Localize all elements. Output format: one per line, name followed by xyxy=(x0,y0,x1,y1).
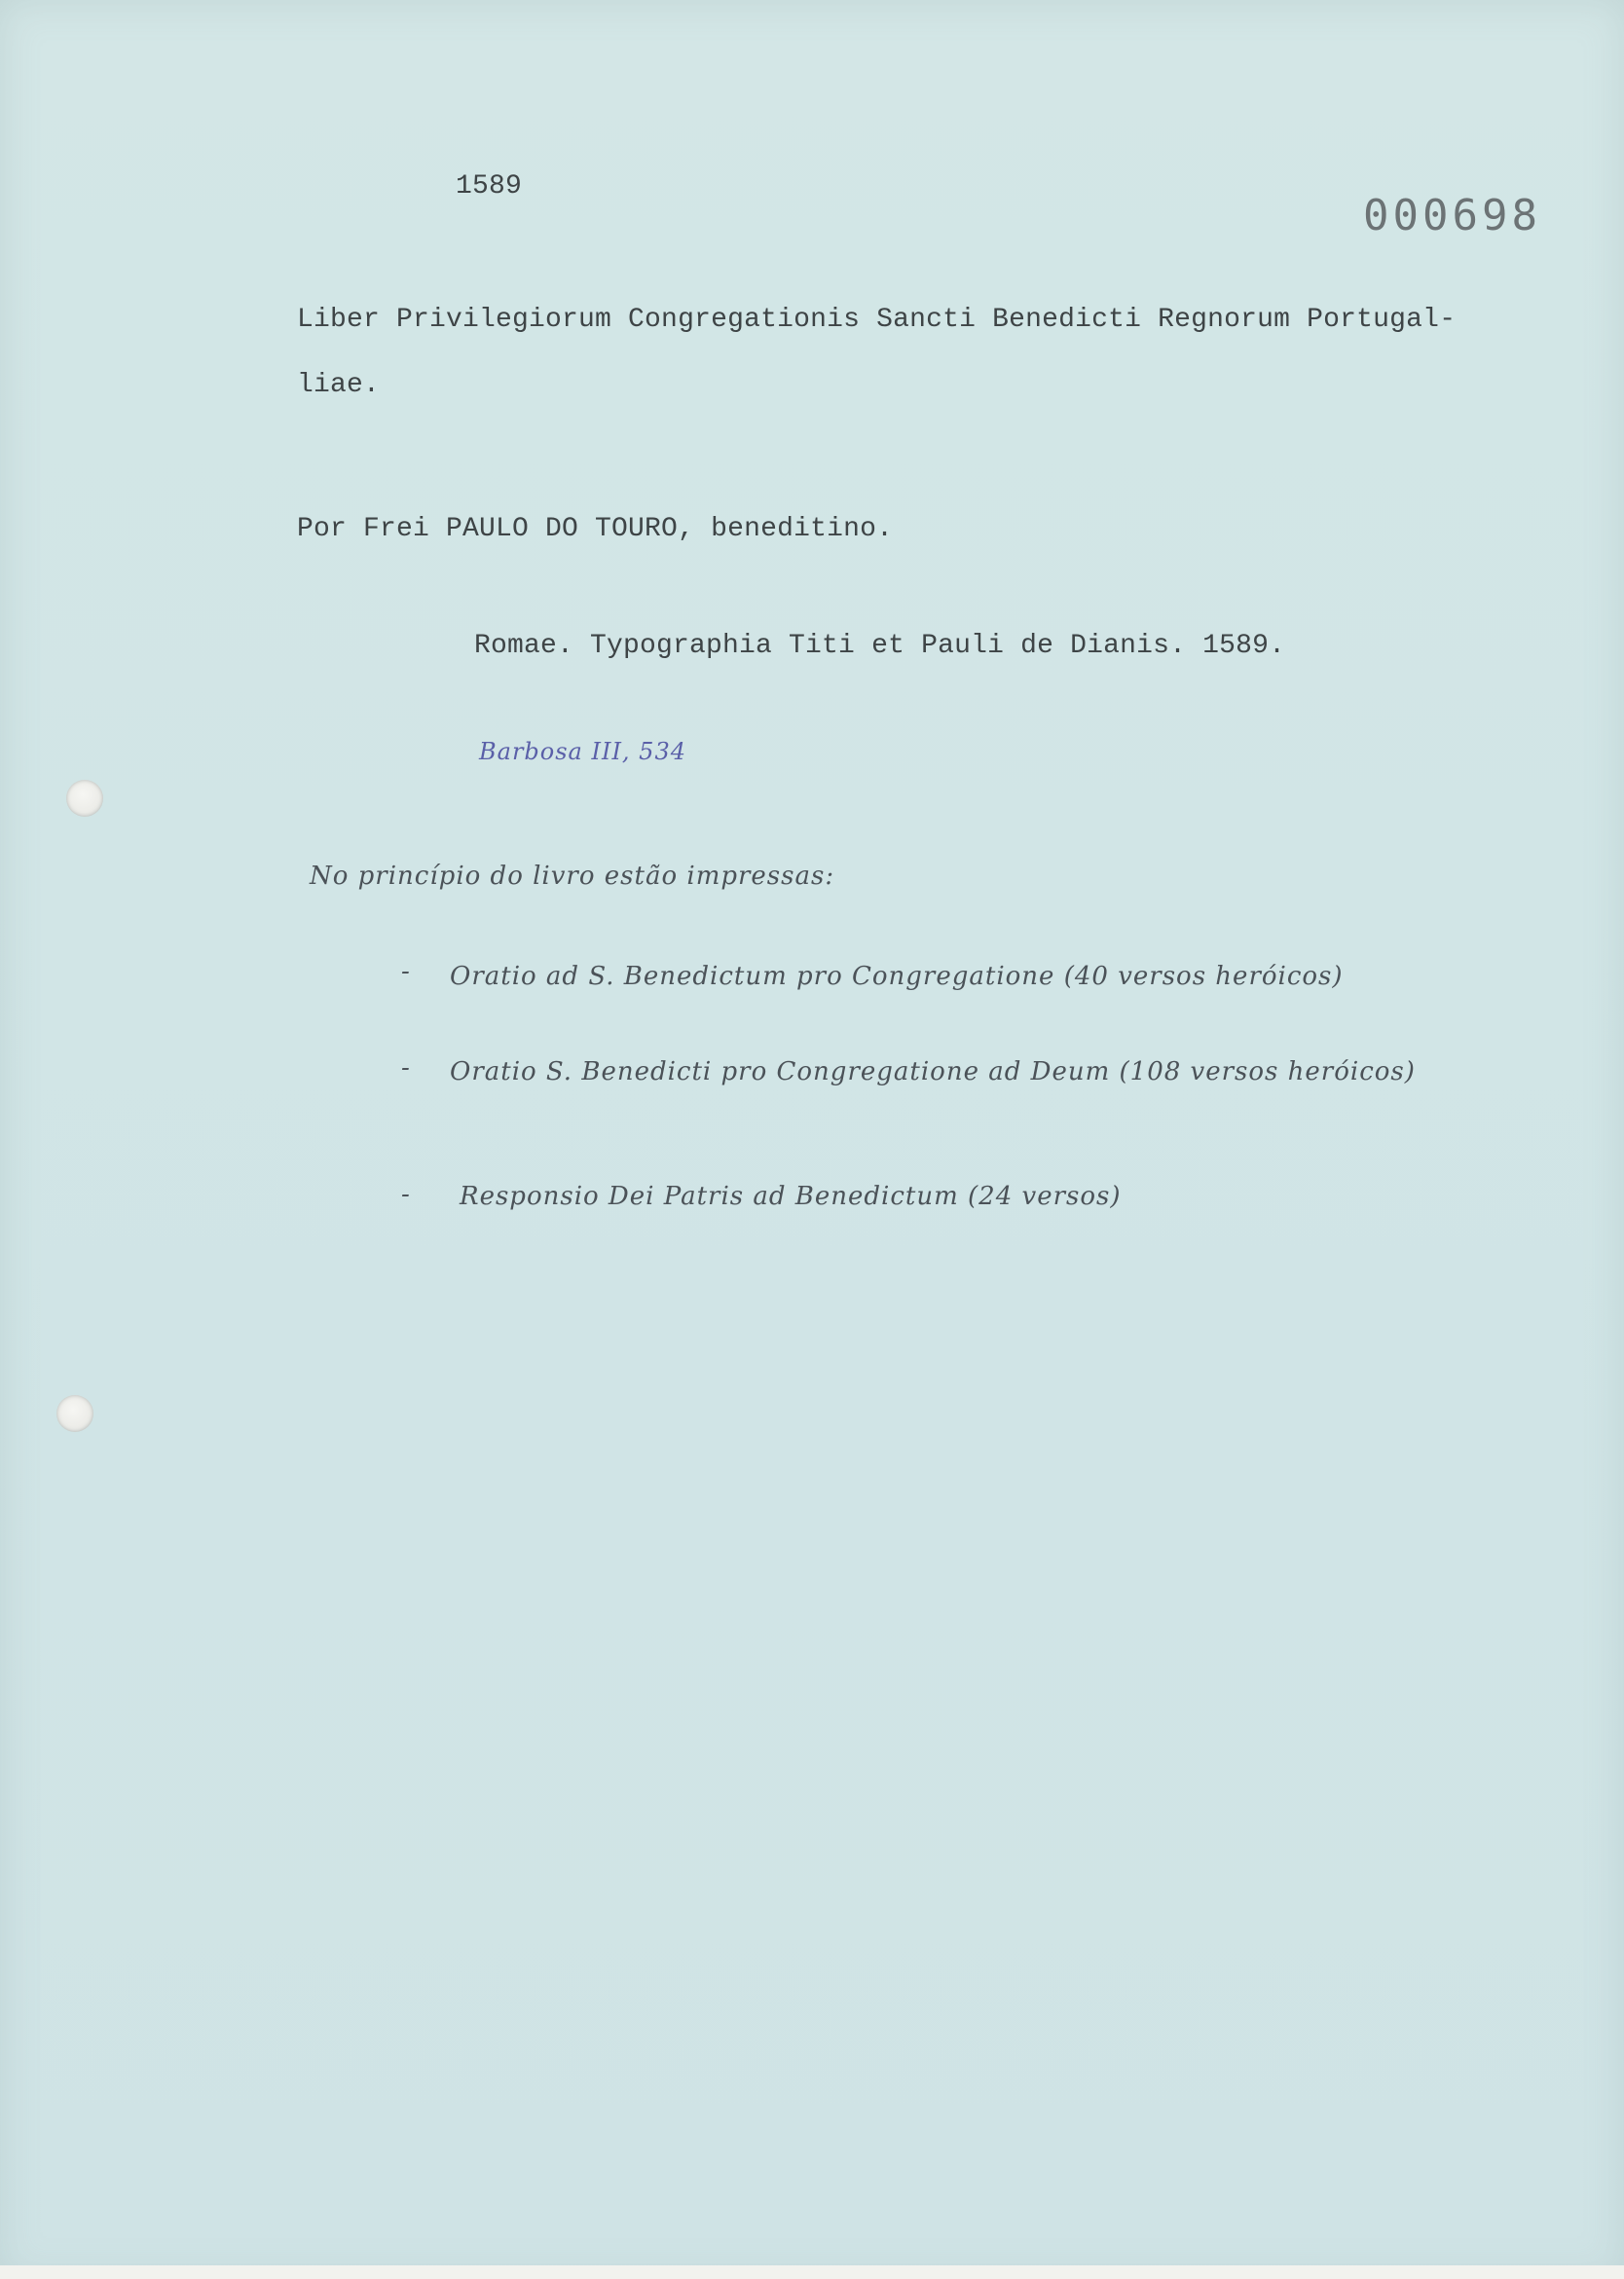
list-item-dash: - xyxy=(401,1180,411,1209)
punch-hole-top xyxy=(66,780,103,817)
list-item-dash: - xyxy=(401,1053,411,1083)
title-line-1: Liber Privilegiorum Congregationis Sancti Benedicti Regnorum Portugal- xyxy=(297,305,1457,335)
punch-hole-bottom xyxy=(56,1395,93,1432)
list-item: Oratio S. Benedicti pro Congregatione ad Deum (108 versos heróicos) xyxy=(450,1057,1416,1086)
year-label: 1589 xyxy=(456,171,523,202)
paper-bottom-edge xyxy=(0,2265,1624,2279)
list-item: Responsio Dei Patris ad Benedictum (24 versos) xyxy=(460,1182,1122,1211)
list-item-dash: - xyxy=(401,957,411,986)
list-item: Oratio ad S. Benedictum pro Congregatione (40 versos heróicos) xyxy=(450,962,1344,991)
author-line: Por Frei PAULO DO TOURO, beneditino. xyxy=(297,514,894,544)
catalog-number-stamp: 000698 xyxy=(1363,191,1541,240)
imprint-line: Romae. Typographia Titi et Pauli de Dianis. 1589. xyxy=(474,631,1286,661)
note-heading: No princípio do livro estão impressas: xyxy=(310,862,835,891)
bibliographic-reference: Barbosa III, 534 xyxy=(479,738,686,765)
title-line-2: liae. xyxy=(297,370,381,400)
